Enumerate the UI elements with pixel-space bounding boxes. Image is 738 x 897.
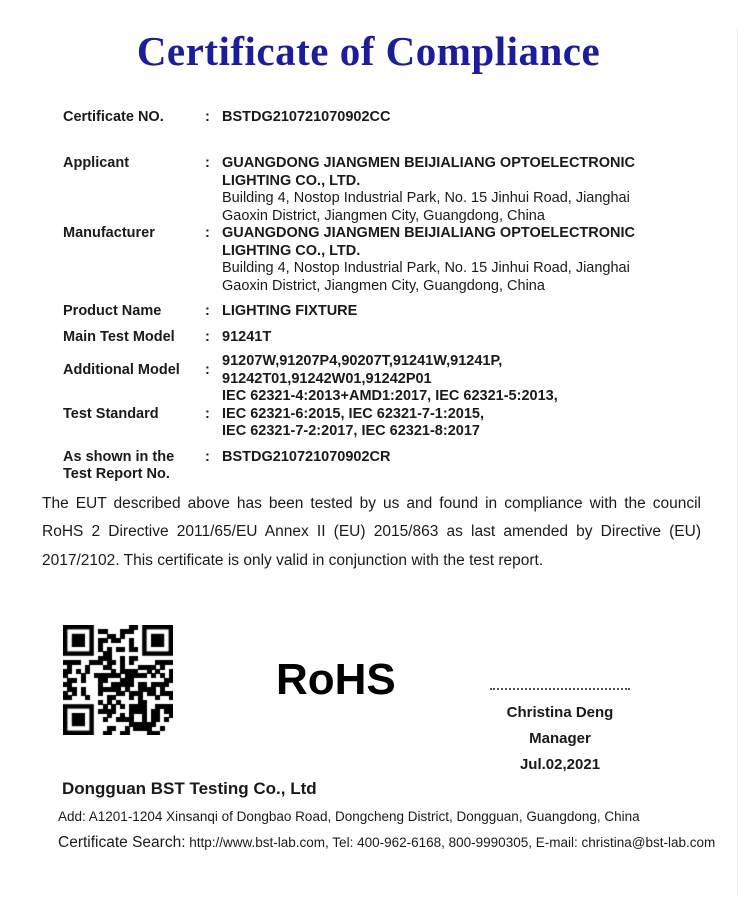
test-standard-line1: IEC 62321-4:2013+AMD1:2017, IEC 62321-5:2013, — [222, 388, 558, 404]
field-value: BSTDG210721070902CC — [222, 109, 391, 125]
lab-address: Add: A1201-1204 Xinsanqi of Dongbao Road, Dongcheng District, Dongguan, Guangdong, China — [58, 809, 640, 824]
signature-date: Jul.02,2021 — [519, 756, 601, 773]
test-standard-line3: IEC 62321-7-2:2017, IEC 62321-8:2017 — [222, 423, 480, 439]
test-report-label-line1: As shown in the — [63, 448, 175, 465]
applicant-name-line1: GUANGDONG JIANGMEN BEIJIALIANG OPTOELECTRONIC — [222, 155, 636, 171]
field-colon: : — [205, 225, 210, 241]
applicant-address-line1: Building 4, Nostop Industrial Park, No. 15 Jinhui Road, Jianghai — [222, 190, 630, 206]
compliance-statement: The EUT described above has been tested by us and found in compliance with the council RoHS 2 Directive 2011/65/EU Annex II (EU) 2015/863 as last amended by Directive (EU) 2017/2102. This certificate is only valid in conjunction with the test report. — [42, 494, 701, 570]
field-label: Applicant — [63, 155, 130, 171]
test-standard-line2: IEC 62321-6:2015, IEC 62321-7-1:2015, — [222, 405, 484, 422]
signature-block — [480, 688, 640, 778]
manufacturer-address-line1: Building 4, Nostop Industrial Park, No. 15 Jinhui Road, Jianghai — [222, 260, 630, 276]
field-product-name — [63, 303, 737, 321]
signatory-name: Christina Deng — [506, 704, 614, 721]
field-value: BSTDG210721070902CR — [222, 448, 391, 465]
applicant-name-line2: LIGHTING CO., LTD. — [222, 172, 361, 189]
certificate-search-label: Certificate Search: — [58, 834, 186, 851]
field-colon: : — [205, 328, 210, 345]
field-value — [222, 155, 635, 225]
page-title: Certificate of Compliance — [136, 28, 601, 74]
test-report-label-line2: Test Report No. — [63, 466, 170, 482]
field-label: Additional Model — [63, 361, 180, 378]
manufacturer-name-line2: LIGHTING CO., LTD. — [222, 242, 361, 259]
field-label — [63, 449, 205, 484]
certificate-page — [0, 28, 738, 897]
certificate-search-value: http://www.bst-lab.com, Tel: 400-962-6168, 800-9990305, E-mail: christina@bst-lab.com — [185, 835, 716, 850]
field-main-test-model — [63, 329, 737, 347]
field-value: 91241T — [222, 328, 272, 345]
field-colon: : — [205, 109, 210, 125]
field-colon: : — [205, 361, 210, 378]
field-applicant — [63, 155, 737, 225]
signatory-role: Manager — [529, 730, 591, 747]
additional-model-line1: 91207W,91207P4,90207T,91241W,91241P, — [222, 353, 503, 369]
field-value — [222, 225, 635, 295]
qr-code — [63, 625, 173, 735]
manufacturer-name-line1: GUANGDONG JIANGMEN BEIJIALIANG OPTOELECTRONIC — [222, 225, 636, 241]
field-colon: : — [205, 405, 210, 422]
field-additional-model — [63, 353, 737, 388]
rohs-logo: RoHS — [276, 655, 396, 704]
field-label: Certificate NO. — [63, 109, 164, 125]
field-label: Main Test Model — [63, 328, 175, 345]
field-certificate-no — [63, 109, 737, 127]
field-value: LIGHTING FIXTURE — [222, 303, 358, 319]
field-test-standard — [63, 388, 737, 441]
manufacturer-address-line2: Gaoxin District, Jiangmen City, Guangdong, China — [222, 277, 545, 294]
field-value — [222, 353, 502, 388]
field-colon: : — [205, 303, 210, 319]
field-manufacturer — [63, 225, 737, 295]
field-label: Test Standard — [63, 405, 159, 422]
applicant-address-line2: Gaoxin District, Jiangmen City, Guangdong, China — [222, 207, 545, 224]
field-label: Product Name — [63, 303, 162, 319]
field-test-report-no — [63, 449, 737, 484]
signature-dotted-line — [490, 688, 630, 690]
field-value — [222, 388, 558, 441]
field-colon: : — [205, 155, 210, 171]
certificate-search-line — [58, 834, 715, 852]
additional-model-line2: 91242T01,91242W01,91242P01 — [222, 370, 432, 387]
certificate-fields — [63, 109, 737, 484]
field-colon: : — [205, 448, 210, 465]
field-label: Manufacturer — [63, 225, 155, 241]
lab-company-name: Dongguan BST Testing Co., Ltd — [62, 779, 317, 798]
